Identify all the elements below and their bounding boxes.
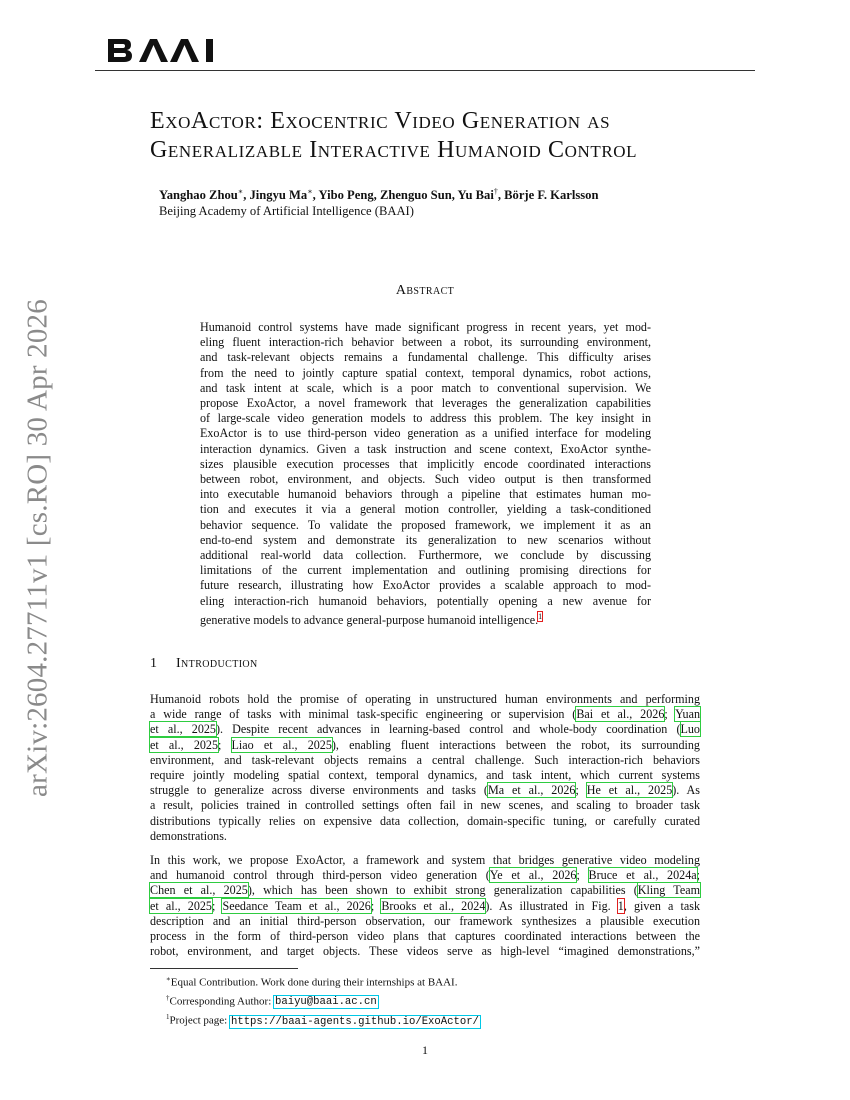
paragraph-line: process in the form of third-person video plans that captures coordinated interactions between the xyxy=(150,929,700,944)
abstract-line: propose ExoActor, a novel framework that leverages the generalization capabilities xyxy=(200,396,651,411)
citation-link[interactable]: Ye et al., 2026 xyxy=(489,868,577,883)
citation-link[interactable]: He et al., 2025 xyxy=(586,783,673,798)
affiliation: Beijing Academy of Artificial Intelligence (BAAI) xyxy=(159,204,414,218)
paragraph-line: robot, environment, and target objects. These videos serve as high-level “imagined demonstrations,” xyxy=(150,944,700,959)
citation-link[interactable]: Chen et al., 2025 xyxy=(150,883,248,898)
citation-link[interactable]: Seedance Team et al., 2026 xyxy=(222,898,371,913)
project-url-link[interactable]: https://baai-agents.github.io/ExoActor/ xyxy=(230,1015,479,1028)
paragraph-line: description and an initial third-person observation, our framework synthesizes a plausible execution xyxy=(150,913,700,928)
author-name: , Börje F. Karlsson xyxy=(497,188,599,203)
line-text: a wide range of tasks with minimal task-specific engineering or supervision ( xyxy=(150,707,577,722)
figure-reference-link[interactable]: 1 xyxy=(617,898,624,913)
abstract-line: eling interaction-rich humanoid behaviors, potentially opening a new avenue for xyxy=(200,593,651,608)
author-list xyxy=(159,187,719,203)
paragraph-line xyxy=(150,783,700,798)
line-text: and humanoid control through third-person video generation ( xyxy=(150,868,490,883)
author-name: Yanghao Zhou xyxy=(159,188,238,203)
title-line-2: Generalizable Interactive Humanoid Control xyxy=(150,137,638,163)
paragraph-line: require jointly modeling spatial context, temporal dynamics, and task intent, which current systems xyxy=(150,768,700,783)
footnote-text: Equal Contribution. Work done during their internships at BAAI. xyxy=(170,976,458,989)
abstract-line: from the need to jointly capture spatial context, temporal dynamics, robot actions, xyxy=(200,365,651,380)
section-number: 1 xyxy=(150,656,157,671)
paragraph-line xyxy=(150,707,700,722)
paragraph-line: In this work, we propose ExoActor, a framework and system that bridges generative video modeling xyxy=(150,853,700,867)
baai-logo xyxy=(106,36,224,64)
abstract-line: of large-scale video generation models to address this problem. The key insight in xyxy=(200,411,651,426)
line-text: ; xyxy=(664,707,676,722)
citation-link[interactable]: Kling Team xyxy=(637,883,700,898)
footnote-link[interactable]: 1 xyxy=(538,611,543,621)
citation-link[interactable]: Bai et al., 2026 xyxy=(576,707,665,722)
abstract-line: end-to-end system and demonstrate its generalization to new scenarios without xyxy=(200,532,651,547)
footnote-mark: † xyxy=(166,993,170,1002)
paragraph-line: distributions typically relies on expensive data collection, domain-specific tuning, or carefully curated xyxy=(150,813,700,828)
line-text: ), enabling fluent interactions between the robot, its surrounding xyxy=(331,737,700,752)
line-text: , given a task xyxy=(623,898,700,913)
paragraph-line: demonstrations. xyxy=(150,828,227,843)
paragraph-line xyxy=(150,899,700,914)
footnote-project-page xyxy=(166,1010,480,1030)
paragraph-line xyxy=(150,868,700,883)
paragraph-line: environment, and task-relevant objects remains a central challenge. Such interaction-rich behaviors xyxy=(150,752,700,767)
line-text: ). Despite recent advances in learning-based control and whole-body coordination ( xyxy=(215,722,681,737)
line-text: ; xyxy=(218,737,232,752)
corresponding-author-mark: † xyxy=(493,187,498,196)
baai-logo-mark xyxy=(106,36,224,64)
citation-link[interactable]: Bruce et al., 2024a xyxy=(588,868,697,883)
intro-paragraph-1 xyxy=(150,692,700,844)
header-rule xyxy=(95,70,755,71)
paragraph-line xyxy=(150,883,700,898)
abstract-line: and task intent at scale, which is a poor match to conventional supervision. We xyxy=(200,380,651,395)
footnote-mark: 1 xyxy=(166,1013,170,1022)
equal-contribution-mark: ∗ xyxy=(307,187,313,196)
footnote-text: Project page: xyxy=(169,1014,230,1027)
abstract-line: limitations of the current implementation and outlining promising directions for xyxy=(200,563,651,578)
footnote-corresponding-author xyxy=(166,991,480,1011)
email-link[interactable]: baiyu@baai.ac.cn xyxy=(275,996,377,1009)
citation-link[interactable]: Liao et al., 2025 xyxy=(231,737,332,752)
abstract-line: behavior sequence. To validate the proposed framework, we implement it as an xyxy=(200,517,651,532)
paragraph-line xyxy=(150,738,700,753)
abstract-line xyxy=(200,609,651,628)
abstract-line: tion and executes it via a general motion controller, yielding a task-conditioned xyxy=(200,502,651,517)
abstract-line: between robot, environment, and objects. Such video output is then transformed xyxy=(200,472,651,487)
abstract-text xyxy=(200,320,651,628)
equal-contribution-mark: ∗ xyxy=(237,187,244,196)
paragraph-line: a result, policies trained in controlled settings often fail in new scenes, and scaling to broader task xyxy=(150,798,700,813)
author-name: , Yibo Peng, Zhenguo Sun, Yu Bai xyxy=(312,188,494,203)
paragraph-line xyxy=(150,722,700,737)
section-heading-introduction xyxy=(150,656,258,672)
citation-link[interactable]: et al., 2025 xyxy=(150,737,219,752)
line-text: ; xyxy=(696,868,700,883)
line-text: ; xyxy=(576,868,589,883)
citation-link[interactable]: Yuan xyxy=(675,707,701,722)
citation-link[interactable]: Ma et al., 2026 xyxy=(487,783,576,798)
title-line-1: ExoActor: Exocentric Video Generation as xyxy=(150,108,611,134)
abstract-heading: Abstract xyxy=(395,283,455,298)
footnote-mark: ∗ xyxy=(166,975,171,983)
citation-link[interactable]: Brooks et al., 2024 xyxy=(381,898,486,913)
citation-link[interactable]: et al., 2025 xyxy=(150,898,212,913)
abstract-line: interaction dynamics. Given a task instruction and scene context, ExoActor synthe- xyxy=(200,441,651,456)
line-text: ). As illustrated in Fig. xyxy=(485,898,618,913)
line-text: ; xyxy=(211,898,223,913)
line-text: ), which has been shown to exhibit strong generalization capabilities ( xyxy=(247,883,638,898)
paragraph-line: Humanoid robots hold the promise of operating in unstructured human environments and performing xyxy=(150,692,700,706)
abstract-line: into executable humanoid behaviors through a pipeline that estimates human mo- xyxy=(200,487,651,502)
citation-link[interactable]: Luo xyxy=(680,722,700,737)
line-text: ; xyxy=(370,898,382,913)
line-text: ; xyxy=(575,783,587,798)
abstract-line: and task-relevant objects remains a fundamental challenge. This difficulty arises xyxy=(200,350,651,365)
intro-paragraph-2 xyxy=(150,853,700,959)
page-number: 1 xyxy=(422,1043,428,1057)
abstract-line: future research, illustrating how ExoActor provides a scalable approach to mod- xyxy=(200,578,651,593)
abstract-last-line-text: generative models to advance general-purpose humanoid intelligence. xyxy=(200,612,539,627)
author-name: , Jingyu Ma xyxy=(243,188,308,203)
abstract-line: eling fluent interaction-rich behavior between a robot, its surrounding environment, xyxy=(200,335,651,350)
abstract-line: sizes plausible execution processes that implicitly encode coordinated interactions xyxy=(200,456,651,471)
footnote-rule xyxy=(150,968,298,969)
line-text: ). As xyxy=(672,783,700,798)
paper-title xyxy=(150,107,710,165)
citation-link[interactable]: et al., 2025 xyxy=(150,722,216,737)
abstract-line: ExoActor is to use third-person video generation as a unified interface for modeling xyxy=(200,426,651,441)
abstract-line: Humanoid control systems have made significant progress in recent years, yet mod- xyxy=(200,320,651,334)
footnote-equal-contribution xyxy=(166,972,480,991)
footnote-text: Corresponding Author: xyxy=(169,995,274,1008)
abstract-line: additional real-world data collection. Furthermore, we conclude by discussing xyxy=(200,548,651,563)
line-text: struggle to generalize across diverse environments and tasks ( xyxy=(150,783,488,798)
section-title: Introduction xyxy=(176,656,258,671)
footnotes xyxy=(166,972,480,1030)
arxiv-identifier-text: arXiv:2604.27711v1 [cs.RO] 30 Apr 2026 xyxy=(21,299,54,797)
